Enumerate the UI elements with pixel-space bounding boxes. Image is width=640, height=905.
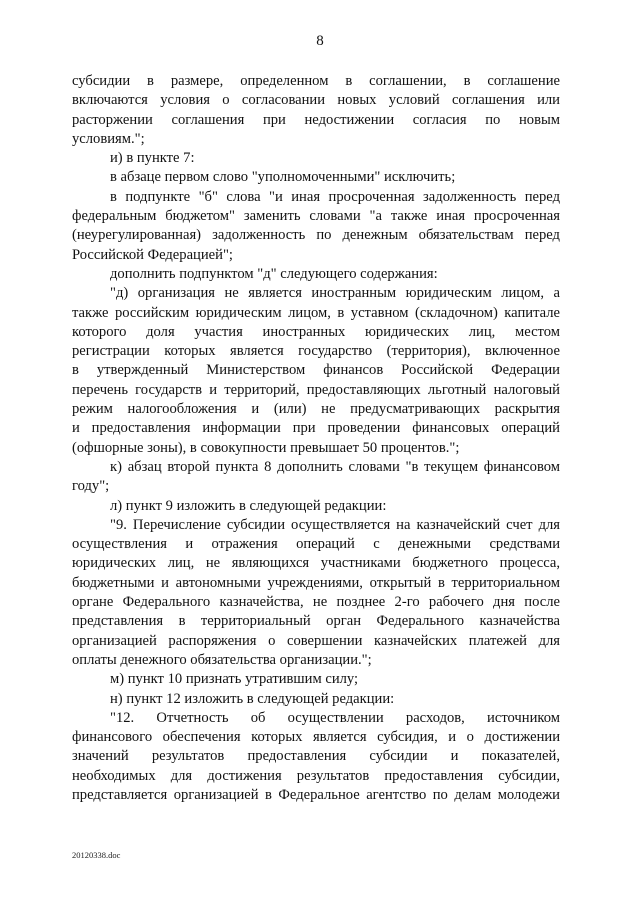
text-line: к) абзац второй пункта 8 дополнить словами "в текущем финансовом <box>110 458 560 475</box>
page-number: 8 <box>316 33 324 49</box>
text-line: и предоставления информации при проведении финансовых операций <box>72 420 560 437</box>
file-name-footer: 20120338.doc <box>72 850 121 860</box>
text-line: расторжении соглашения при недостижении согласия по новым <box>72 111 560 128</box>
document-body <box>72 72 560 805</box>
text-line: включаются условия о согласовании новых условий соглашения или <box>72 92 560 109</box>
text-line: "9. Перечисление субсидии осуществляется на казначейский счет для <box>110 516 560 533</box>
text-line: которого доля участия иностранных юридических лиц, местом <box>72 323 560 340</box>
text-line: в утвержденный Министерством финансов Российской Федерации <box>72 362 560 379</box>
text-line: юридических лиц, не являющихся участниками бюджетного процесса, <box>72 555 560 572</box>
text-line: значений результатов предоставления субсидии и показателей, <box>72 748 560 765</box>
text-line: осуществления и отражения операций с денежными средствами <box>72 536 560 553</box>
text-line: в абзаце первом слово "уполномоченными" исключить; <box>110 169 456 186</box>
text-line: также российским юридическим лицом, в уставном (складочном) капитале <box>72 304 560 321</box>
text-line: (неурегулированная) задолженность по денежным обязательствам перед <box>72 227 560 244</box>
text-line: году"; <box>72 478 110 495</box>
text-line: условиям."; <box>72 130 145 147</box>
text-line: представляется организацией в Федеральное агентство по делам молодежи <box>72 786 560 803</box>
text-line: в подпункте "б" слова "и иная просроченная задолженность перед <box>110 188 560 205</box>
text-line: федеральным бюджетом" заменить словами "а также иная просроченная <box>72 208 560 225</box>
text-line: регистрации которых является государство (территория), включенное <box>72 343 560 360</box>
text-line: необходимых для достижения результатов предоставления субсидии, <box>72 767 560 784</box>
text-line: "12. Отчетность об осуществлении расходов, источником <box>110 709 560 726</box>
text-line: и) в пункте 7: <box>110 150 195 167</box>
text-line: субсидии в размере, определенном в соглашении, в соглашение <box>72 73 560 89</box>
text-line: перечень государств и территорий, предоставляющих льготный налоговый <box>72 381 560 398</box>
text-line: оплаты денежного обязательства организации."; <box>72 651 372 668</box>
text-line: Российской Федерацией"; <box>72 246 233 263</box>
text-line: н) пункт 12 изложить в следующей редакции: <box>110 690 395 707</box>
text-line: (офшорные зоны), в совокупности превышает 50 процентов."; <box>72 439 460 456</box>
text-line: органе Федерального казначейства, не позднее 2-го рабочего дня после <box>72 594 560 611</box>
text-line: м) пункт 10 признать утратившим силу; <box>110 671 359 688</box>
text-line: режим налогообложения и (или) не предусматривающих раскрытия <box>72 401 560 418</box>
text-line: л) пункт 9 изложить в следующей редакции: <box>110 497 387 514</box>
text-line: "д) организация не является иностранным юридическим лицом, а <box>110 285 560 302</box>
text-line: дополнить подпунктом "д" следующего содержания: <box>110 265 438 282</box>
text-line: бюджетными и автономными учреждениями, открытый в территориальном <box>72 574 560 591</box>
text-line: финансового обеспечения которых является субсидия, и о достижении <box>72 729 560 746</box>
text-line: организацией распоряжения о совершении казначейских платежей для <box>72 632 560 649</box>
text-line: представления в территориальный орган Федерального казначейства <box>72 613 560 630</box>
